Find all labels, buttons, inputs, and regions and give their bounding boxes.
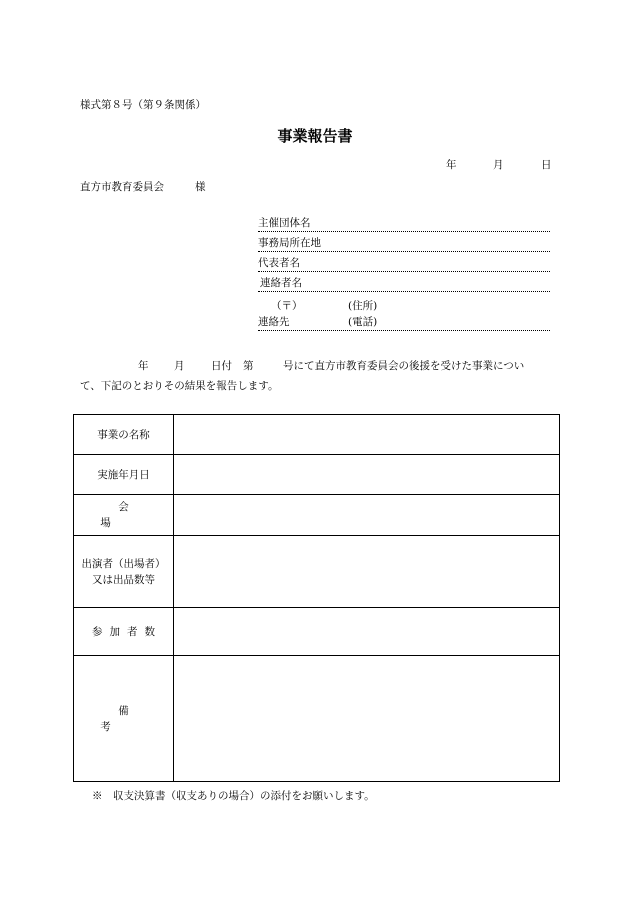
report-table xyxy=(73,414,560,782)
performers-label: 出演者（出場者） 又は出品数等 xyxy=(74,536,174,608)
date-year-label: 年 xyxy=(446,159,457,171)
date-day-label: 日 xyxy=(541,159,552,171)
footer-note: ※ 収支決算書（収支ありの場合）の添付をお願いします。 xyxy=(92,790,375,802)
organizer-label: 主催団体名 xyxy=(258,217,311,229)
body-year: 年 xyxy=(138,360,149,372)
contact-person-field[interactable] xyxy=(258,276,550,292)
event-name-cell[interactable] xyxy=(174,415,560,455)
phone-label: (電話) xyxy=(348,316,378,328)
body-day-dated: 日付 xyxy=(211,360,232,372)
participants-label: 参加者数 xyxy=(74,608,174,656)
event-name-label: 事業の名称 xyxy=(74,415,174,455)
body-month: 月 xyxy=(174,360,185,372)
addressee: 直方市教育委員会 xyxy=(80,181,164,193)
remarks-cell[interactable] xyxy=(174,656,560,782)
table-row xyxy=(74,495,560,536)
organizer-field[interactable] xyxy=(258,216,550,232)
venue-cell[interactable] xyxy=(174,495,560,536)
event-date-label: 実施年月日 xyxy=(74,455,174,495)
representative-label: 代表者名 xyxy=(258,257,300,269)
table-row xyxy=(74,415,560,455)
remarks-label: 備考 xyxy=(74,656,174,782)
office-address-label: 事務局所在地 xyxy=(258,237,321,249)
table-row xyxy=(74,656,560,782)
date-month-label: 月 xyxy=(493,159,504,171)
venue-label: 会場 xyxy=(74,495,174,536)
table-row xyxy=(74,455,560,495)
address-label: (住所) xyxy=(348,300,378,312)
contact-person-label: 連絡者名 xyxy=(260,277,302,289)
form-number: 様式第８号（第９条関係） xyxy=(80,99,206,111)
representative-field[interactable] xyxy=(258,256,550,272)
addressee-suffix: 様 xyxy=(195,181,206,193)
participants-cell[interactable] xyxy=(174,608,560,656)
body-line2: て、下記のとおりその結果を報告します。 xyxy=(80,380,279,392)
contact-field[interactable] xyxy=(258,315,550,331)
office-address-field[interactable] xyxy=(258,236,550,252)
postal-mark: （〒） xyxy=(271,300,303,312)
body-line1-text: 号にて直方市教育委員会の後援を受けた事業につい xyxy=(283,360,525,372)
body-number-prefix: 第 xyxy=(243,360,254,372)
table-row xyxy=(74,536,560,608)
performers-cell[interactable] xyxy=(174,536,560,608)
event-date-cell[interactable] xyxy=(174,455,560,495)
page-title: 事業報告書 xyxy=(277,127,353,145)
table-row xyxy=(74,608,560,656)
contact-label: 連絡先 xyxy=(258,316,290,328)
